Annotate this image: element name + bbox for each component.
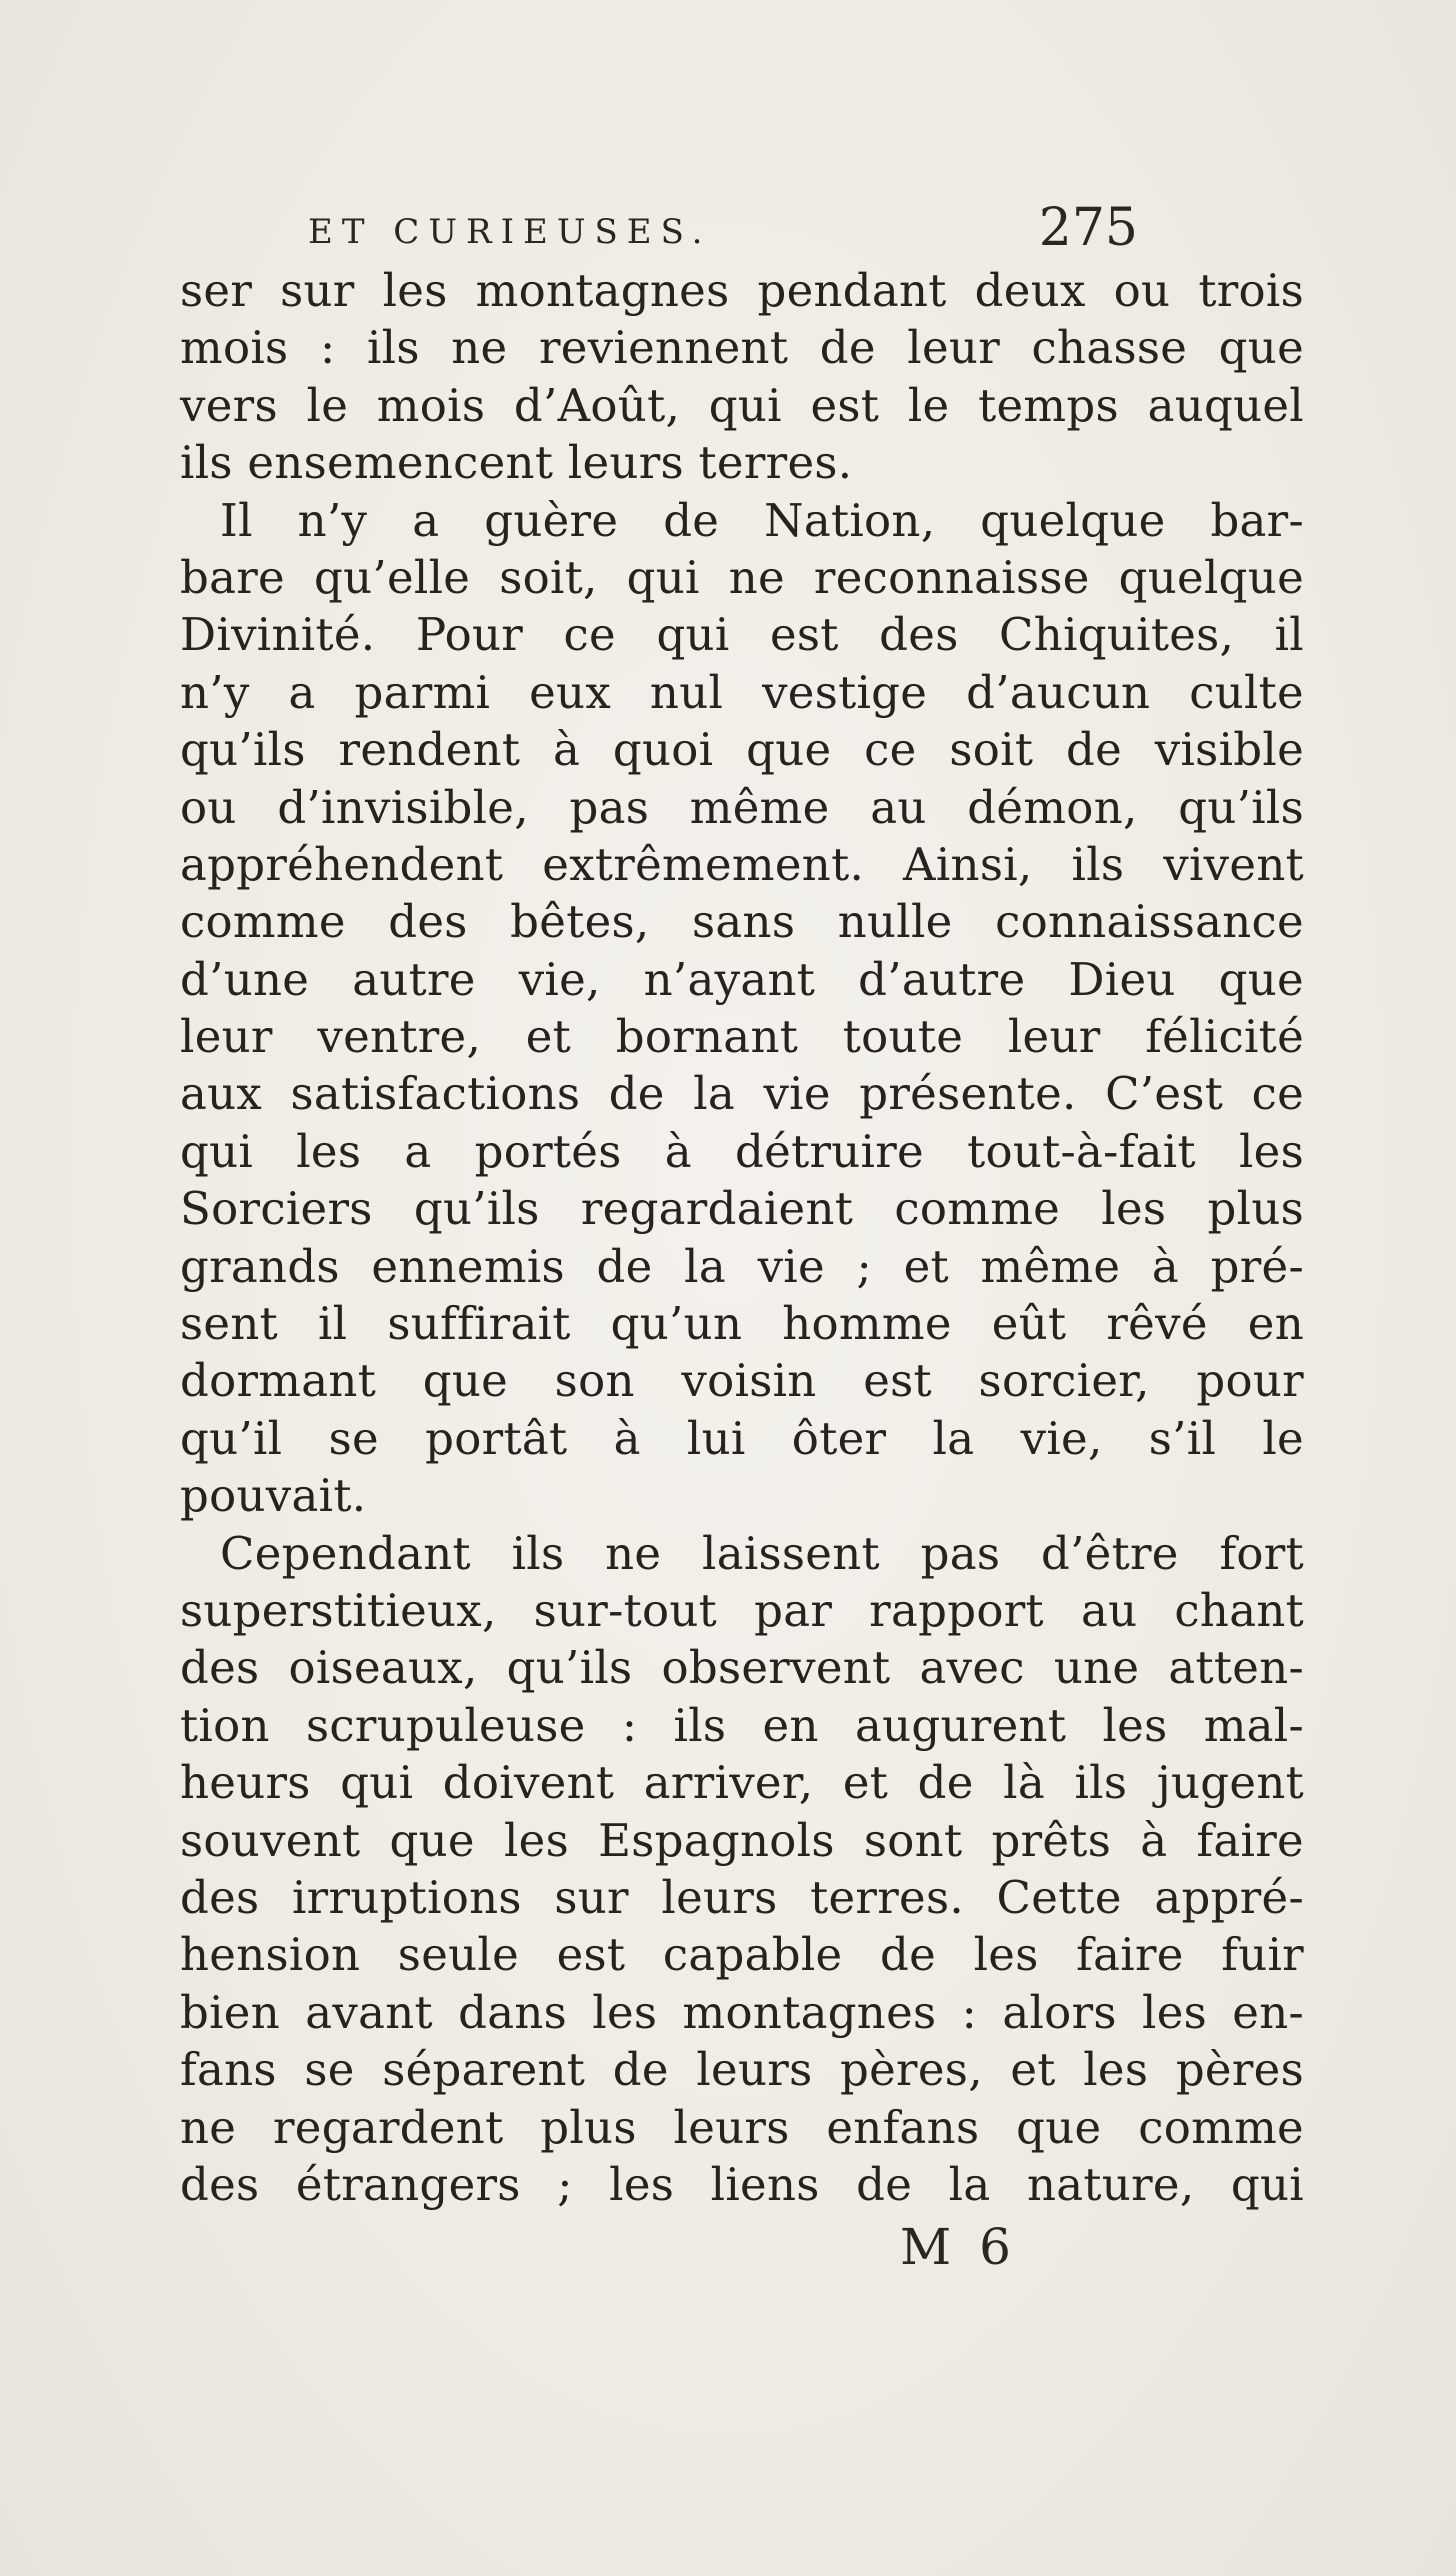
text-line: fans se séparent de leurs pères, et les pères [180, 2043, 1304, 2097]
text-line: ser sur les montagnes pendant deux ou trois [180, 264, 1304, 317]
text-line: qu’il se portât à lui ôter la vie, s’il le [180, 1411, 1304, 1465]
text-line: pouvait. [180, 1469, 367, 1523]
page-number: 275 [1038, 198, 1138, 258]
text-line: heurs qui doivent arriver, et de là ils jugent [180, 1756, 1304, 1810]
page-header [308, 198, 1138, 268]
text-line: superstitieux, sur-tout par rapport au chant [180, 1583, 1304, 1637]
text-line: d’une autre vie, n’ayant d’autre Dieu que [180, 952, 1304, 1006]
text-line: grands ennemis de la vie ; et même à pré- [180, 1239, 1304, 1293]
signature-mark: M 6 [900, 2218, 1017, 2276]
text-line: souvent que les Espagnols sont prêts à faire [180, 1813, 1304, 1867]
text-line: vers le mois d’Août, qui est le temps auquel [180, 378, 1304, 432]
text-line: hension seule est capable de les faire fuir [180, 1928, 1304, 1982]
text-line: n’y a parmi eux nul vestige d’aucun culte [180, 665, 1304, 719]
text-line: ils ensemencent leurs terres. [180, 436, 853, 490]
text-line: des oiseaux, qu’ils observent avec une atten- [180, 1641, 1304, 1695]
text-line: Sorciers qu’ils regardaient comme les plus [180, 1182, 1304, 1236]
text-line: aux satisfactions de la vie présente. C’est ce [180, 1067, 1304, 1121]
running-title: ET CURIEUSES. [308, 212, 712, 252]
text-line: bien avant dans les montagnes : alors les en- [180, 1985, 1304, 2039]
text-line: Il n’y a guère de Nation, quelque bar- [220, 493, 1304, 547]
text-line: des irruptions sur leurs terres. Cette appré- [180, 1870, 1304, 1924]
text-line: comme des bêtes, sans nulle connaissance [180, 895, 1304, 949]
text-line: dormant que son voisin est sorcier, pour [180, 1354, 1304, 1408]
text-line: ou d’invisible, pas même au démon, qu’ils [180, 780, 1304, 834]
text-line: leur ventre, et bornant toute leur félicité [180, 1010, 1304, 1064]
text-line: Cependant ils ne laissent pas d’être fort [220, 1526, 1304, 1580]
text-line: appréhendent extrêmement. Ainsi, ils vivent [180, 837, 1304, 891]
text-line: tion scrupuleuse : ils en augurent les mal- [180, 1698, 1304, 1752]
text-line: bare qu’elle soit, qui ne reconnaisse quelque [180, 550, 1304, 604]
text-line: ne regardent plus leurs enfans que comme [180, 2100, 1304, 2154]
text-line: des étrangers ; les liens de la nature, qui [180, 2157, 1304, 2211]
text-line: sent il suffirait qu’un homme eût rêvé en [180, 1297, 1304, 1351]
text-line: qu’ils rendent à quoi que ce soit de visible [180, 723, 1304, 777]
text-line: qui les a portés à détruire tout-à-fait les [180, 1124, 1304, 1178]
text-line: mois : ils ne reviennent de leur chasse que [180, 321, 1304, 375]
body-text [180, 262, 1304, 2213]
text-line: Divinité. Pour ce qui est des Chiquites, il [180, 608, 1304, 662]
